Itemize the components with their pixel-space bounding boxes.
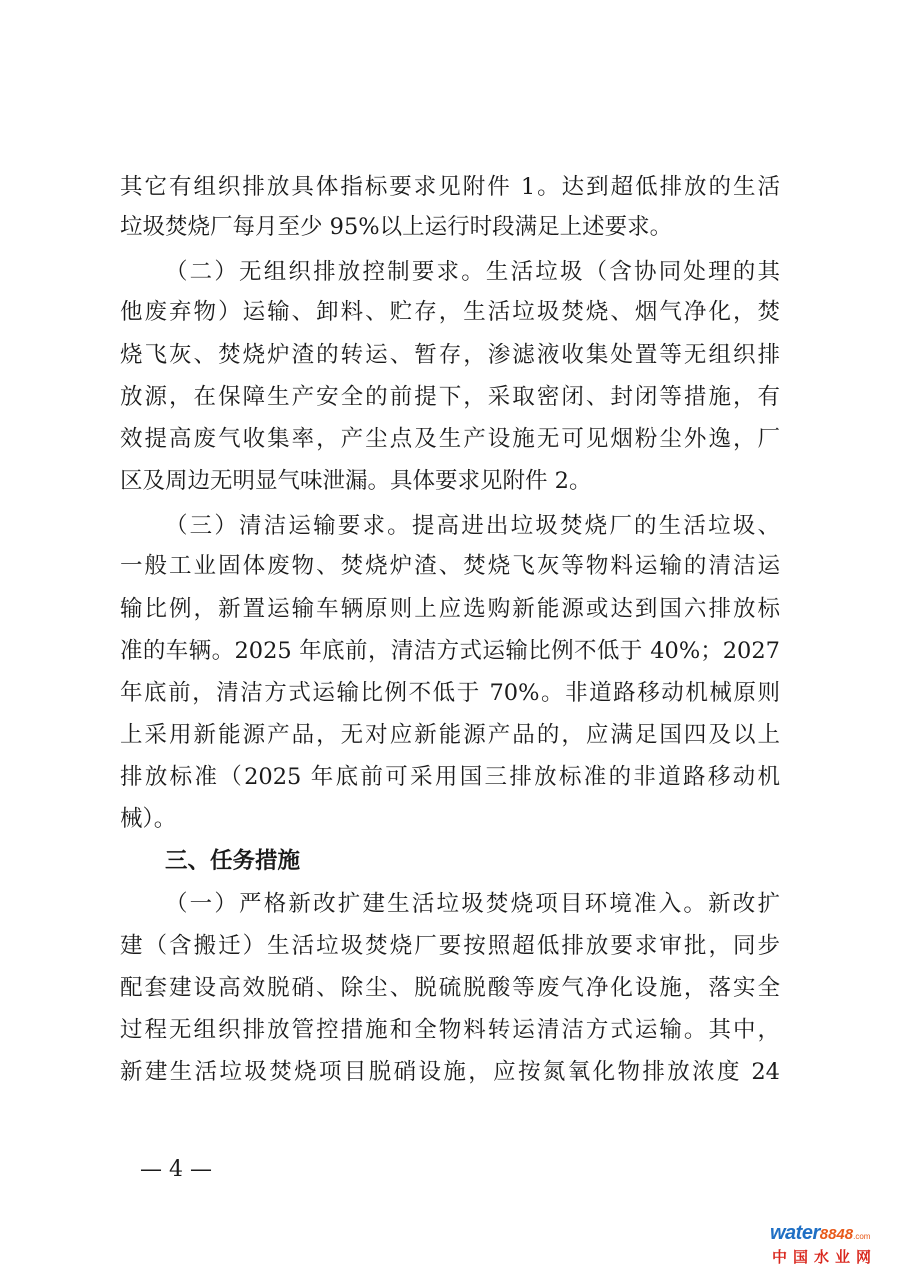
watermark-cn-name: 中国水业网 xyxy=(772,1249,878,1266)
paragraph-line: 准的车辆。2025 年底前，清洁方式运输比例不低于 40%；2027 xyxy=(120,638,780,664)
paragraph-line: 排放标准（2025 年底前可采用国三排放标准的非道路移动机 xyxy=(120,764,780,790)
watermark-logo xyxy=(766,1222,888,1268)
paragraph-line: 输比例，新置运输车辆原则上应选购新能源或达到国六排放标 xyxy=(120,596,780,622)
paragraph-line: 配套建设高效脱硝、除尘、脱硫脱酸等废气净化设施，落实全 xyxy=(120,975,780,1001)
watermark-wordmark xyxy=(770,1222,870,1245)
paragraph-line: 他废弃物）运输、卸料、贮存，生活垃圾焚烧、烟气净化，焚 xyxy=(120,299,780,325)
paragraph-line: 垃圾焚烧厂每月至少 95%以上运行时段满足上述要求。 xyxy=(120,214,673,240)
paragraph-line: 建（含搬迁）生活垃圾焚烧厂要按照超低排放要求审批，同步 xyxy=(120,933,780,959)
watermark-number: 8848 xyxy=(819,1226,854,1243)
paragraph-line: （二）无组织排放控制要求。生活垃圾（含协同处理的其 xyxy=(165,259,780,285)
paragraph-line: 效提高废气收集率，产尘点及生产设施无可见烟粉尘外逸，厂 xyxy=(120,426,780,452)
paragraph-line: 区及周边无明显气味泄漏。具体要求见附件 2。 xyxy=(120,468,592,494)
paragraph-line: 年底前，清洁方式运输比例不低于 70%。非道路移动机械原则 xyxy=(120,680,780,706)
paragraph-line: 新建生活垃圾焚烧项目脱硝设施，应按氮氧化物排放浓度 24 xyxy=(120,1059,780,1085)
paragraph-line: 放源，在保障生产安全的前提下，采取密闭、封闭等措施，有 xyxy=(120,384,780,410)
paragraph-line: 烧飞灰、焚烧炉渣的转运、暂存，渗滤液收集处置等无组织排 xyxy=(120,342,780,368)
paragraph-line: 其它有组织排放具体指标要求见附件 1。达到超低排放的生活 xyxy=(120,174,780,200)
paragraph-line: 上采用新能源产品，无对应新能源产品的，应满足国四及以上 xyxy=(120,722,780,748)
paragraph-line: 过程无组织排放管控措施和全物料转运清洁方式运输。其中， xyxy=(120,1017,780,1043)
paragraph-line: 械）。 xyxy=(120,806,177,832)
paragraph-line: （一）严格新改扩建生活垃圾焚烧项目环境准入。新改扩 xyxy=(165,891,780,917)
paragraph-line: 一般工业固体废物、焚烧炉渣、焚烧飞灰等物料运输的清洁运 xyxy=(120,553,780,579)
watermark-domain: .com xyxy=(853,1232,871,1241)
watermark-word: water xyxy=(770,1222,820,1244)
page-number: — 4 — xyxy=(140,1157,212,1182)
section-heading: 三、任务措施 xyxy=(165,848,301,874)
paragraph-line: （三）清洁运输要求。提高进出垃圾焚烧厂的生活垃圾、 xyxy=(165,513,780,539)
